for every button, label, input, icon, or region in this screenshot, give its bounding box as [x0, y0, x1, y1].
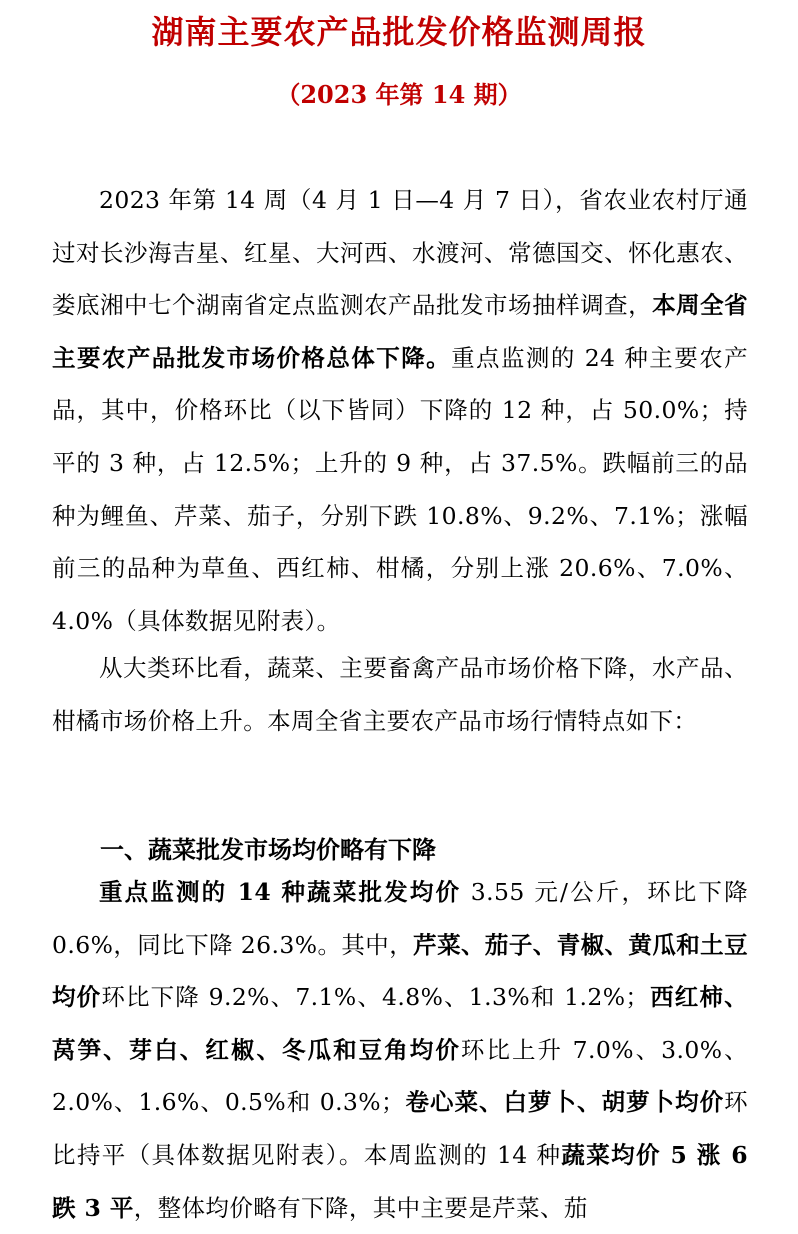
report-title: 湖南主要农产品批发价格监测周报 — [151, 13, 647, 51]
vegetables-paragraph — [52, 866, 748, 1234]
category-overview-paragraph: 从大类环比看，蔬菜、主要畜禽产品市场价格下降，水产品、柑橘市场价格上升。本周全省主要农产品市场行情特点如下： — [52, 654, 748, 735]
vegetables-up-text: 环比上升 7.0%、3.0%、2.0%、1.6%、0.5%和 0.3%； — [52, 1035, 749, 1117]
vegetables-down-text: 环比下降 9.2%、7.1%、4.8%、1.3%和 1.2%； — [101, 983, 650, 1012]
vegetables-trailing-text: ，整体均价略有下降，其中主要是芹菜、茄 — [133, 1193, 588, 1222]
vegetables-flat-items: 卷心菜、白萝卜、胡萝卜均价 — [404, 1088, 725, 1117]
summary-key-finding: 本周全省主要农产品批发市场价格总体下降。 — [52, 291, 749, 372]
vegetables-up-items: 西红柿、莴笋、芽白、红椒、冬瓜和豆角均价 — [52, 983, 748, 1064]
vegetables-flat-text: 环比持平（具体数据见附表）。本周监测的 14 种 — [52, 1088, 748, 1169]
summary-paragraph — [52, 174, 748, 647]
section-heading-vegetables: 一、蔬菜批发市场均价略有下降 — [100, 835, 436, 864]
vegetables-lead: 重点监测的 14 种蔬菜批发均价 — [99, 878, 462, 906]
summary-intro-text: 2023 年第 14 周（4 月 1 日—4 月 7 日），省农业农村厅通过对长沙海吉星、红星、大河西、水渡河、常德国交、怀化惠农、娄底湘中七个湖南省定点监测农产品批发市场抽样调查， — [52, 186, 748, 320]
vegetables-summary-count: 蔬菜均价 5 涨 6 跌 3 平 — [52, 1140, 749, 1222]
summary-detail-text: 重点监测的 24 种主要农产品，其中，价格环比（以下皆同）下降的 12 种，占 50.0%；持平的 3 种，占 12.5%；上升的 9 种，占 37.5%。跌幅前三的品种为鲤鱼、芹菜、茄子，分别下跌 10.8%、9.2%、7.1%；涨幅前三的品种为草鱼、西红柿、柑橘，分别上涨 20.6%、7.0%、4.0%（具体数据见附表）。 — [52, 343, 748, 635]
vegetables-price-text: 3.55 元/公斤，环比下降 0.6%，同比下降 26.3%。其中， — [52, 878, 748, 959]
issue-subtitle: （2023 年第 14 期） — [276, 80, 522, 109]
vegetables-down-items: 芹菜、茄子、青椒、黄瓜和土豆均价 — [52, 930, 748, 1012]
